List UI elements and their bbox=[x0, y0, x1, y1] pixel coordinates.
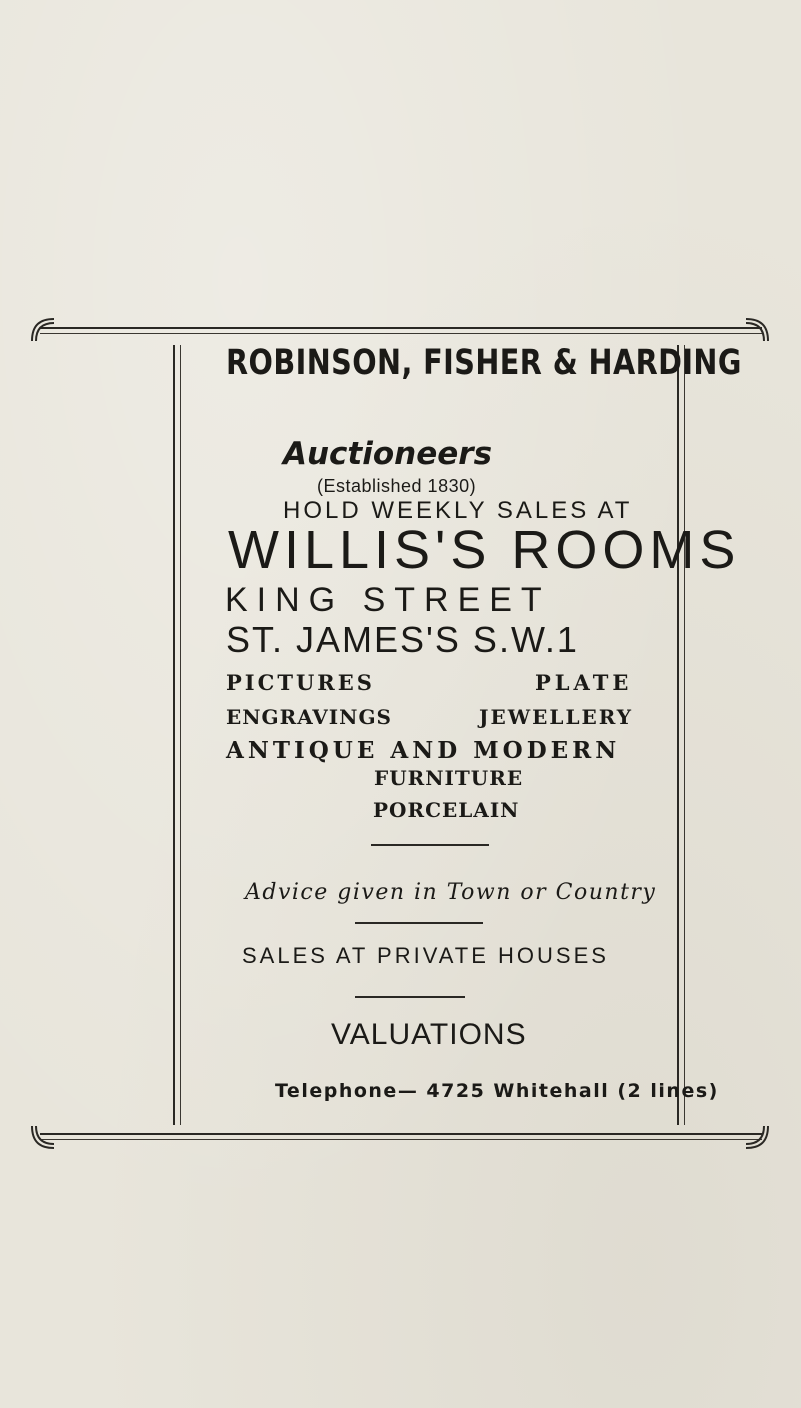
item-furniture: FURNITURE bbox=[374, 766, 524, 790]
district-name: ST. JAMES'S S.W.1 bbox=[226, 619, 579, 660]
section-divider bbox=[371, 844, 489, 846]
firm-name: ROBINSON, FISHER & HARDING bbox=[226, 343, 742, 383]
corner-ornament-icon bbox=[742, 315, 772, 345]
corner-ornament-icon bbox=[742, 1122, 772, 1152]
corner-ornament-icon bbox=[28, 315, 58, 345]
profession-heading: Auctioneers bbox=[283, 436, 493, 472]
venue-name: WILLIS'S ROOMS bbox=[228, 520, 741, 580]
weekly-sales-line: HOLD WEEKLY SALES AT bbox=[283, 497, 633, 524]
street-name: KING STREET bbox=[225, 581, 551, 619]
item-plate: PLATE bbox=[535, 670, 633, 695]
item-engravings: ENGRAVINGS bbox=[226, 705, 392, 729]
corner-ornament-icon bbox=[28, 1122, 58, 1152]
established-note: (Established 1830) bbox=[317, 476, 477, 496]
valuations-heading: VALUATIONS bbox=[331, 1018, 527, 1051]
item-antique-modern: ANTIQUE AND MODERN bbox=[226, 737, 621, 764]
item-porcelain: PORCELAIN bbox=[373, 798, 520, 822]
item-jewellery: JEWELLERY bbox=[479, 705, 634, 729]
section-divider bbox=[355, 922, 483, 924]
telephone-line: Telephone— 4725 Whitehall (2 lines) bbox=[275, 1080, 719, 1102]
section-divider bbox=[355, 996, 465, 998]
item-pictures: PICTURES bbox=[226, 670, 375, 695]
advice-line: Advice given in Town or Country bbox=[245, 880, 657, 905]
private-sales-line: SALES AT PRIVATE HOUSES bbox=[242, 943, 609, 968]
